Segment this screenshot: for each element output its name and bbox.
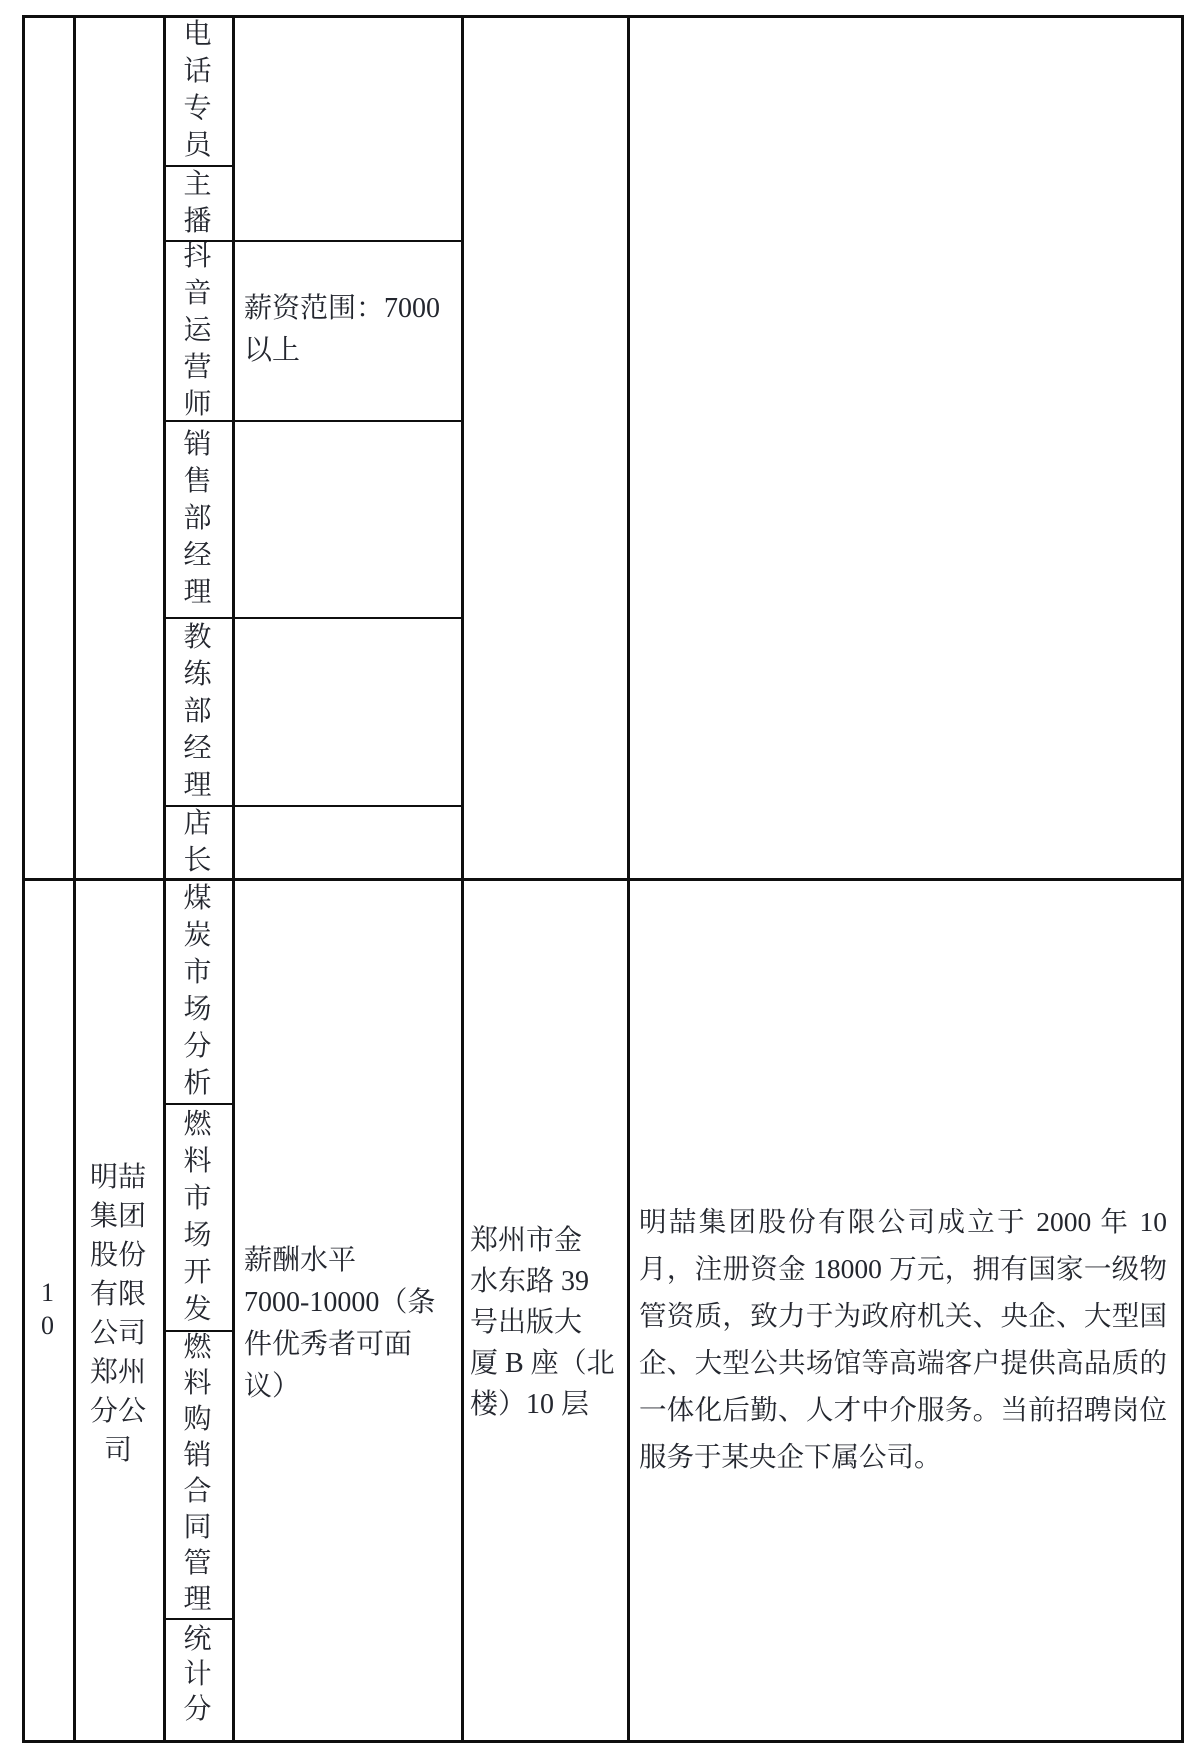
salary-line: 薪酬水平 [244,1245,357,1276]
job-title-text: 教练部经理 [183,621,212,801]
job-cell-statistics-cutoff [165,1622,230,1740]
job-cell-sales-manager [165,422,230,615]
job-title-text: 销售部经理 [183,429,212,608]
address-cell [470,1220,635,1425]
job-title-text: 抖音运营师 [183,240,212,420]
company-description-cell [639,1198,1167,1480]
job-cell-phone-specialist [165,17,230,163]
row-number-cell [22,1276,73,1342]
table-hline-job9 [163,1618,235,1620]
address-line: 水东路 39 [470,1266,590,1297]
job-title-text: 统计分 [183,1624,212,1725]
job-title-text: 主播 [183,168,212,237]
job-cell-anchor [165,167,230,238]
description-line: 企、大型公共场馆等高端客户提供高品质的 [639,1347,1167,1378]
salary-level-block2 [244,1240,456,1408]
job-title-text: 煤炭市场分析 [183,882,212,1099]
row-number-text: 10 [41,1278,54,1340]
table-border-bottom-pagecut [22,1740,1184,1743]
description-line: 服务于某央企下属公司。 [639,1441,942,1472]
salary-line: 件优秀者可面 [244,1329,413,1360]
salary-range-block1 [244,288,456,372]
job-cell-douyin-operator [165,242,230,418]
job-title-text: 燃料市场开发 [183,1108,212,1325]
salary-line: 以上 [244,335,301,366]
description-line: 明喆集团股份有限公司成立于 2000 年 10 [639,1206,1167,1237]
company-name-text: 明喆集团股份有限公司郑州分公司 [89,1162,146,1466]
job-cell-coal-market-analysis [165,880,230,1101]
job-cell-fuel-contract-management [165,1332,230,1616]
salary-line: 议） [244,1371,301,1402]
company-name-cell [73,1158,163,1470]
job-cell-coach-manager [165,619,230,803]
salary-line: 薪资范围：7000 [244,293,441,324]
job-title-text: 店长 [183,807,212,876]
address-line: 厦 B 座（北 [470,1348,615,1379]
job-cell-store-manager [165,807,230,876]
address-line: 号出版大 [470,1307,583,1338]
job-cell-fuel-market-development [165,1105,230,1328]
address-line: 楼）10 层 [470,1389,590,1420]
description-line: 管资质，致力于为政府机关、央企、大型国 [639,1300,1167,1331]
job-title-text: 燃料购销合同管理 [183,1332,212,1615]
address-line: 郑州市金 [470,1225,583,1256]
salary-line: 7000-10000（条 [244,1287,436,1318]
description-line: 一体化后勤、人才中介服务。当前招聘岗位 [639,1394,1167,1425]
description-line: 月，注册资金 18000 万元，拥有国家一级物 [639,1253,1167,1284]
job-title-text: 电话专员 [183,19,212,161]
